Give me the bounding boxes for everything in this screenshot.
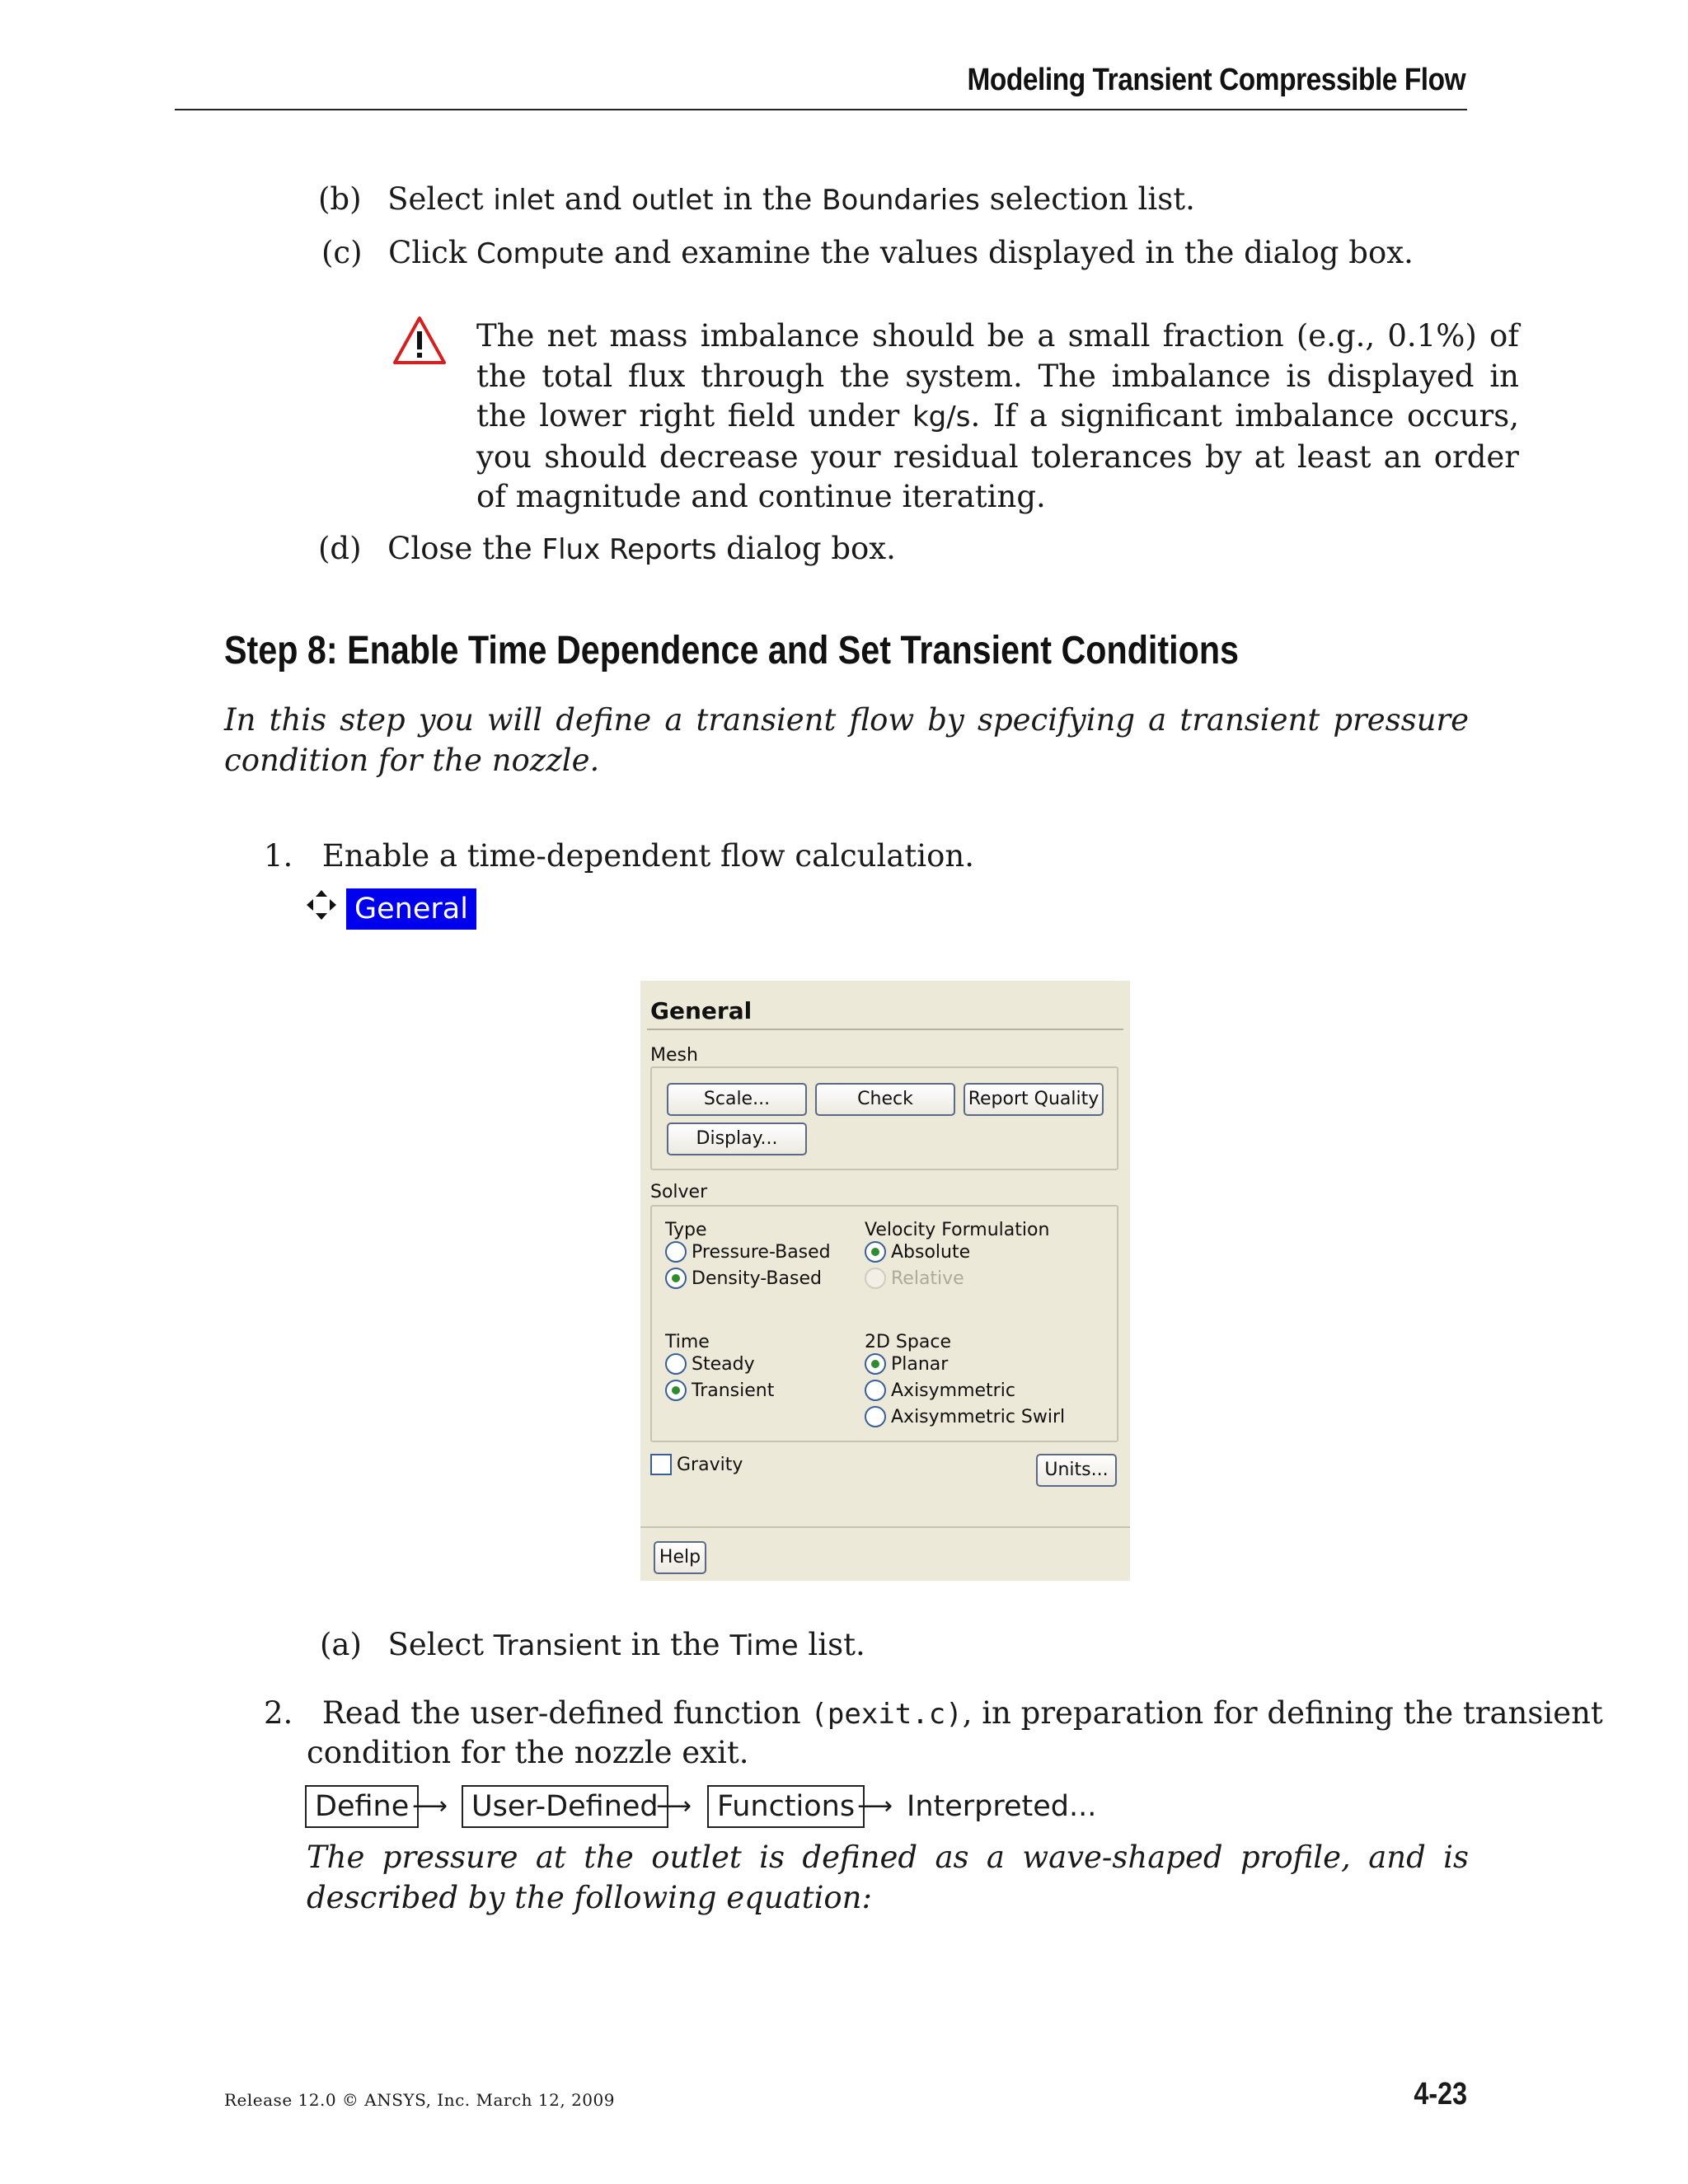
step-b-marker: (b) [318, 181, 362, 217]
item2-line2: condition for the nozzle exit. [307, 1735, 749, 1770]
scale-button[interactable]: Scale... [667, 1083, 807, 1116]
item1-text: Enable a time-dependent flow calculation. [321, 838, 974, 874]
step-b-post: selection list. [979, 181, 1195, 217]
panel-bottom-rule [640, 1526, 1130, 1528]
step-c-post: and examine the values displayed in the dialog box. [604, 235, 1414, 270]
display-button[interactable]: Display... [667, 1122, 807, 1155]
radio-label: Absolute [891, 1241, 971, 1263]
menu-define[interactable]: Define [305, 1785, 419, 1828]
radio-circle[interactable] [665, 1353, 687, 1375]
radio-label: Axisymmetric [891, 1380, 1015, 1401]
radio-circle-selected[interactable] [665, 1380, 687, 1401]
move-arrows-icon [305, 888, 338, 921]
item1a-post: list. [798, 1627, 865, 1662]
radio-circle[interactable] [665, 1241, 687, 1263]
step-b-line [318, 180, 1195, 220]
step-d-ui-flux-reports: Flux Reports [542, 533, 717, 566]
velocity-formulation-label: Velocity Formulation [865, 1220, 1050, 1240]
step-intro: In this step you will define a transient flow by specifying a transient pressure condition for the nozzle. [224, 702, 1469, 778]
radio-label: Relative [891, 1268, 964, 1289]
radio-label: Pressure-Based [692, 1241, 831, 1263]
step-d-marker: (d) [318, 531, 362, 566]
general-nav-tag[interactable]: General [346, 888, 476, 930]
radio-circle[interactable] [865, 1380, 886, 1401]
step-c-marker: (c) [321, 235, 363, 270]
menu-interpreted[interactable]: Interpreted... [907, 1790, 1097, 1823]
menu-functions[interactable]: Functions [707, 1785, 865, 1828]
step-b-mid1: and [555, 181, 632, 217]
warning-note [476, 316, 1519, 518]
item1a-ui-time: Time [729, 1629, 799, 1662]
menu-arrow-icon: ⟶ [857, 1792, 893, 1821]
step-b-ui-inlet: inlet [493, 184, 556, 217]
radio-circle-selected[interactable] [865, 1241, 886, 1263]
page-number: 4-23 [1414, 2077, 1467, 2111]
report-quality-button[interactable]: Report Quality [964, 1083, 1104, 1116]
menu-user-defined[interactable]: User-Defined [462, 1785, 668, 1828]
radio-label: Transient [692, 1380, 775, 1401]
radio-absolute[interactable] [865, 1241, 970, 1263]
radio-label: Axisymmetric Swirl [891, 1406, 1066, 1427]
item1-marker: 1. [264, 838, 293, 874]
step-heading: Step 8: Enable Time Dependence and Set Transient Conditions [224, 629, 1240, 673]
radio-transient[interactable] [665, 1380, 774, 1401]
item1a-ui-transient: Transient [493, 1629, 621, 1662]
gravity-label: Gravity [677, 1454, 743, 1475]
panel-title-rule [647, 1029, 1123, 1030]
radio-circle-selected[interactable] [665, 1268, 687, 1289]
warning-text-post: . If a significant imbalance occurs, you should decrease your residual tolerances by at least an order of magnitude and continue iterating. [476, 398, 1519, 514]
radio-label: Planar [891, 1353, 949, 1375]
panel-title: General [650, 997, 753, 1024]
header-rule [175, 109, 1467, 110]
warning-triangle-icon [392, 315, 447, 366]
item2-pre: Read the user-defined function [321, 1695, 811, 1731]
step-b-ui-boundaries: Boundaries [822, 184, 980, 217]
equation-intro: The pressure at the outlet is defined as a wave-shaped profile, and is described by the following equation: [307, 1840, 1469, 1915]
step-b-mid2: in the [713, 181, 823, 217]
step-c-line [321, 233, 1414, 274]
solver-label: Solver [650, 1182, 708, 1202]
footer-release: Release 12.0 © ANSYS, Inc. March 12, 2009 [224, 2090, 615, 2110]
item1a-marker: (a) [320, 1627, 362, 1662]
radio-planar[interactable] [865, 1353, 948, 1375]
warning-text-pre: The net mass imbalance should be a small fraction (e.g., 0.1%) of the total flux through the system. The imbalance is displayed in the lower right field under [476, 318, 1519, 434]
running-header-title: Modeling Transient Compressible Flow [967, 63, 1465, 97]
step-b-pre: Select [387, 181, 494, 217]
help-button[interactable]: Help [654, 1541, 706, 1574]
step-b-ui-outlet: outlet [631, 184, 714, 217]
step-d-post: dialog box. [716, 531, 896, 566]
radio-circle-disabled [865, 1268, 886, 1289]
radio-relative [865, 1268, 964, 1289]
checkbox-box[interactable] [650, 1454, 672, 1475]
units-button[interactable]: Units... [1036, 1454, 1117, 1487]
item1a-pre: Select [387, 1627, 494, 1662]
2d-space-label: 2D Space [865, 1332, 951, 1352]
item2-line [264, 1694, 1603, 1734]
step-d-line [318, 529, 896, 569]
item2-marker: 2. [264, 1695, 293, 1731]
general-panel [640, 981, 1130, 1581]
radio-axisymmetric[interactable] [865, 1380, 1015, 1401]
step-c-pre: Click [388, 235, 477, 270]
item1-line [264, 837, 974, 876]
radio-label: Steady [692, 1353, 755, 1375]
item1a-mid: in the [621, 1627, 730, 1662]
type-label: Type [665, 1220, 707, 1240]
radio-density-based[interactable] [665, 1268, 822, 1289]
radio-label: Density-Based [692, 1268, 822, 1289]
radio-pressure-based[interactable] [665, 1241, 831, 1263]
radio-steady[interactable] [665, 1353, 755, 1375]
radio-circle[interactable] [865, 1406, 886, 1427]
mesh-label: Mesh [650, 1045, 698, 1066]
time-label: Time [665, 1332, 710, 1352]
item1a-line [320, 1625, 865, 1666]
step-c-ui-compute: Compute [476, 237, 605, 270]
warning-unit: kg/s [912, 401, 971, 434]
menu-arrow-icon: ⟶ [412, 1792, 448, 1821]
item2-code: (pexit.c) [810, 1698, 963, 1731]
gravity-checkbox[interactable] [650, 1454, 743, 1475]
item2-post: , in preparation for defining the transient [962, 1695, 1603, 1731]
step-d-pre: Close the [387, 531, 542, 566]
menu-arrow-icon: ⟶ [656, 1792, 692, 1821]
check-button[interactable]: Check [815, 1083, 955, 1116]
radio-axisymmetric-swirl[interactable] [865, 1406, 1065, 1427]
radio-circle-selected[interactable] [865, 1353, 886, 1375]
